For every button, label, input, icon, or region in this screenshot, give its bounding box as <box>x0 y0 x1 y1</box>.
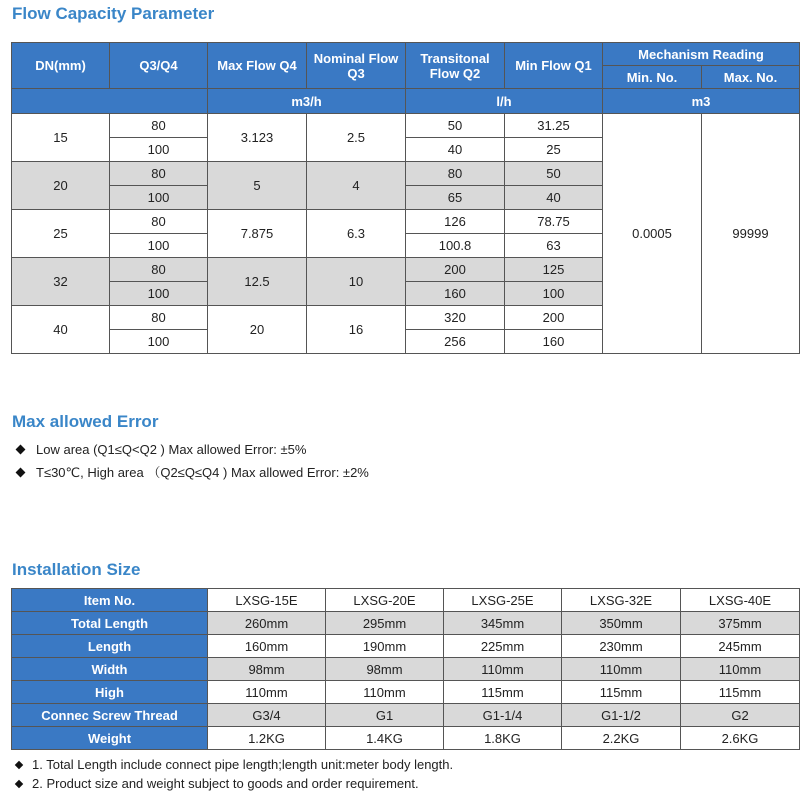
cell-q3q4: 80 <box>110 162 208 186</box>
flow-section-title: Flow Capacity Parameter <box>12 4 215 23</box>
header-mechanism-reading: Mechanism Reading <box>603 43 800 66</box>
header-min-no: Min. No. <box>603 66 702 89</box>
table-cell: 110mm <box>562 658 681 681</box>
cell-q3q4: 100 <box>110 282 208 306</box>
model-cell: LXSG-32E <box>562 589 681 612</box>
installation-size-table <box>11 588 800 750</box>
cell-max-flow: 20 <box>208 306 307 354</box>
table-cell: 1.2KG <box>208 727 326 750</box>
table-cell: 2.6KG <box>681 727 800 750</box>
cell-nominal-flow: 16 <box>307 306 406 354</box>
table-cell: G2 <box>681 704 800 727</box>
header-dn: DN(mm) <box>12 43 110 89</box>
table-cell: G1-1/2 <box>562 704 681 727</box>
list-item <box>14 774 453 793</box>
table-cell: 350mm <box>562 612 681 635</box>
table-cell: G3/4 <box>208 704 326 727</box>
row-label-width: Width <box>12 658 208 681</box>
cell-max-flow: 5 <box>208 162 307 210</box>
cell-min-flow: 200 <box>505 306 603 330</box>
row-label-high: High <box>12 681 208 704</box>
diamond-bullet-icon <box>15 779 23 787</box>
cell-transitional-flow: 256 <box>406 330 505 354</box>
cell-min-flow: 40 <box>505 186 603 210</box>
cell-min-flow: 125 <box>505 258 603 282</box>
error-item-text: Low area (Q1≤Q<Q2 ) Max allowed Error: ±5% <box>36 442 307 457</box>
cell-min-flow: 31.25 <box>505 114 603 138</box>
cell-q3q4: 80 <box>110 114 208 138</box>
cell-nominal-flow: 10 <box>307 258 406 306</box>
list-item <box>14 755 453 774</box>
cell-transitional-flow: 320 <box>406 306 505 330</box>
table-cell: 115mm <box>681 681 800 704</box>
row-label-weight: Weight <box>12 727 208 750</box>
table-cell: 2.2KG <box>562 727 681 750</box>
table-cell: 98mm <box>326 658 444 681</box>
header-unit-spacer <box>12 89 208 114</box>
table-cell: 230mm <box>562 635 681 658</box>
header-unit-m3h: m3/h <box>208 89 406 114</box>
cell-transitional-flow: 126 <box>406 210 505 234</box>
model-cell: LXSG-40E <box>681 589 800 612</box>
cell-min-flow: 50 <box>505 162 603 186</box>
table-cell: 345mm <box>444 612 562 635</box>
list-item <box>14 461 369 484</box>
header-item-no: Item No. <box>12 589 208 612</box>
cell-max-flow: 3.123 <box>208 114 307 162</box>
cell-min-flow: 25 <box>505 138 603 162</box>
table-cell: 115mm <box>562 681 681 704</box>
cell-dn: 40 <box>12 306 110 354</box>
header-min-flow: Min Flow Q1 <box>505 43 603 89</box>
cell-nominal-flow: 2.5 <box>307 114 406 162</box>
row-label-screw-thread: Connec Screw Thread <box>12 704 208 727</box>
table-cell: 1.4KG <box>326 727 444 750</box>
cell-dn: 20 <box>12 162 110 210</box>
header-unit-m3: m3 <box>603 89 800 114</box>
diamond-bullet-icon <box>15 760 23 768</box>
cell-min-flow: 63 <box>505 234 603 258</box>
cell-min-no: 0.0005 <box>603 114 702 354</box>
table-cell: 115mm <box>444 681 562 704</box>
diamond-bullet-icon <box>16 445 26 455</box>
table-cell: 295mm <box>326 612 444 635</box>
header-q3q4: Q3/Q4 <box>110 43 208 89</box>
cell-transitional-flow: 100.8 <box>406 234 505 258</box>
cell-min-flow: 100 <box>505 282 603 306</box>
cell-transitional-flow: 80 <box>406 162 505 186</box>
table-cell: 1.8KG <box>444 727 562 750</box>
table-cell: G1 <box>326 704 444 727</box>
header-nominal-flow: Nominal Flow Q3 <box>307 43 406 89</box>
cell-dn: 25 <box>12 210 110 258</box>
cell-transitional-flow: 40 <box>406 138 505 162</box>
cell-q3q4: 100 <box>110 138 208 162</box>
error-section-title: Max allowed Error <box>12 412 159 431</box>
model-cell: LXSG-25E <box>444 589 562 612</box>
table-cell: 160mm <box>208 635 326 658</box>
cell-dn: 15 <box>12 114 110 162</box>
cell-min-flow: 160 <box>505 330 603 354</box>
cell-q3q4: 100 <box>110 234 208 258</box>
table-cell: 190mm <box>326 635 444 658</box>
header-max-no: Max. No. <box>702 66 800 89</box>
header-max-flow: Max Flow Q4 <box>208 43 307 89</box>
install-section-title: Installation Size <box>12 560 141 579</box>
table-cell: 110mm <box>444 658 562 681</box>
header-transitional-flow: Transitonal Flow Q2 <box>406 43 505 89</box>
cell-q3q4: 100 <box>110 330 208 354</box>
row-label-total-length: Total Length <box>12 612 208 635</box>
cell-q3q4: 80 <box>110 258 208 282</box>
cell-min-flow: 78.75 <box>505 210 603 234</box>
model-cell: LXSG-20E <box>326 589 444 612</box>
install-notes <box>14 755 453 793</box>
cell-transitional-flow: 160 <box>406 282 505 306</box>
table-cell: 110mm <box>208 681 326 704</box>
cell-max-flow: 7.875 <box>208 210 307 258</box>
cell-nominal-flow: 4 <box>307 162 406 210</box>
table-cell: 245mm <box>681 635 800 658</box>
table-cell: 110mm <box>681 658 800 681</box>
cell-transitional-flow: 50 <box>406 114 505 138</box>
cell-q3q4: 80 <box>110 306 208 330</box>
cell-q3q4: 80 <box>110 210 208 234</box>
table-cell: G1-1/4 <box>444 704 562 727</box>
model-cell: LXSG-15E <box>208 589 326 612</box>
flow-capacity-table <box>11 42 800 354</box>
cell-q3q4: 100 <box>110 186 208 210</box>
cell-transitional-flow: 200 <box>406 258 505 282</box>
cell-transitional-flow: 65 <box>406 186 505 210</box>
cell-nominal-flow: 6.3 <box>307 210 406 258</box>
diamond-bullet-icon <box>16 468 26 478</box>
note-text: 1. Total Length include connect pipe length;length unit:meter body length. <box>32 757 454 772</box>
row-label-length: Length <box>12 635 208 658</box>
cell-max-flow: 12.5 <box>208 258 307 306</box>
note-text: 2. Product size and weight subject to goods and order requirement. <box>32 776 419 791</box>
error-item-text: T≤30℃, High area （Q2≤Q≤Q4 ) Max allowed Error: ±2% <box>36 465 369 480</box>
cell-dn: 32 <box>12 258 110 306</box>
error-list <box>14 438 369 484</box>
table-cell: 225mm <box>444 635 562 658</box>
table-cell: 260mm <box>208 612 326 635</box>
table-cell: 110mm <box>326 681 444 704</box>
table-cell: 375mm <box>681 612 800 635</box>
cell-max-no: 99999 <box>702 114 800 354</box>
list-item <box>14 438 369 461</box>
table-cell: 98mm <box>208 658 326 681</box>
header-unit-lh: l/h <box>406 89 603 114</box>
